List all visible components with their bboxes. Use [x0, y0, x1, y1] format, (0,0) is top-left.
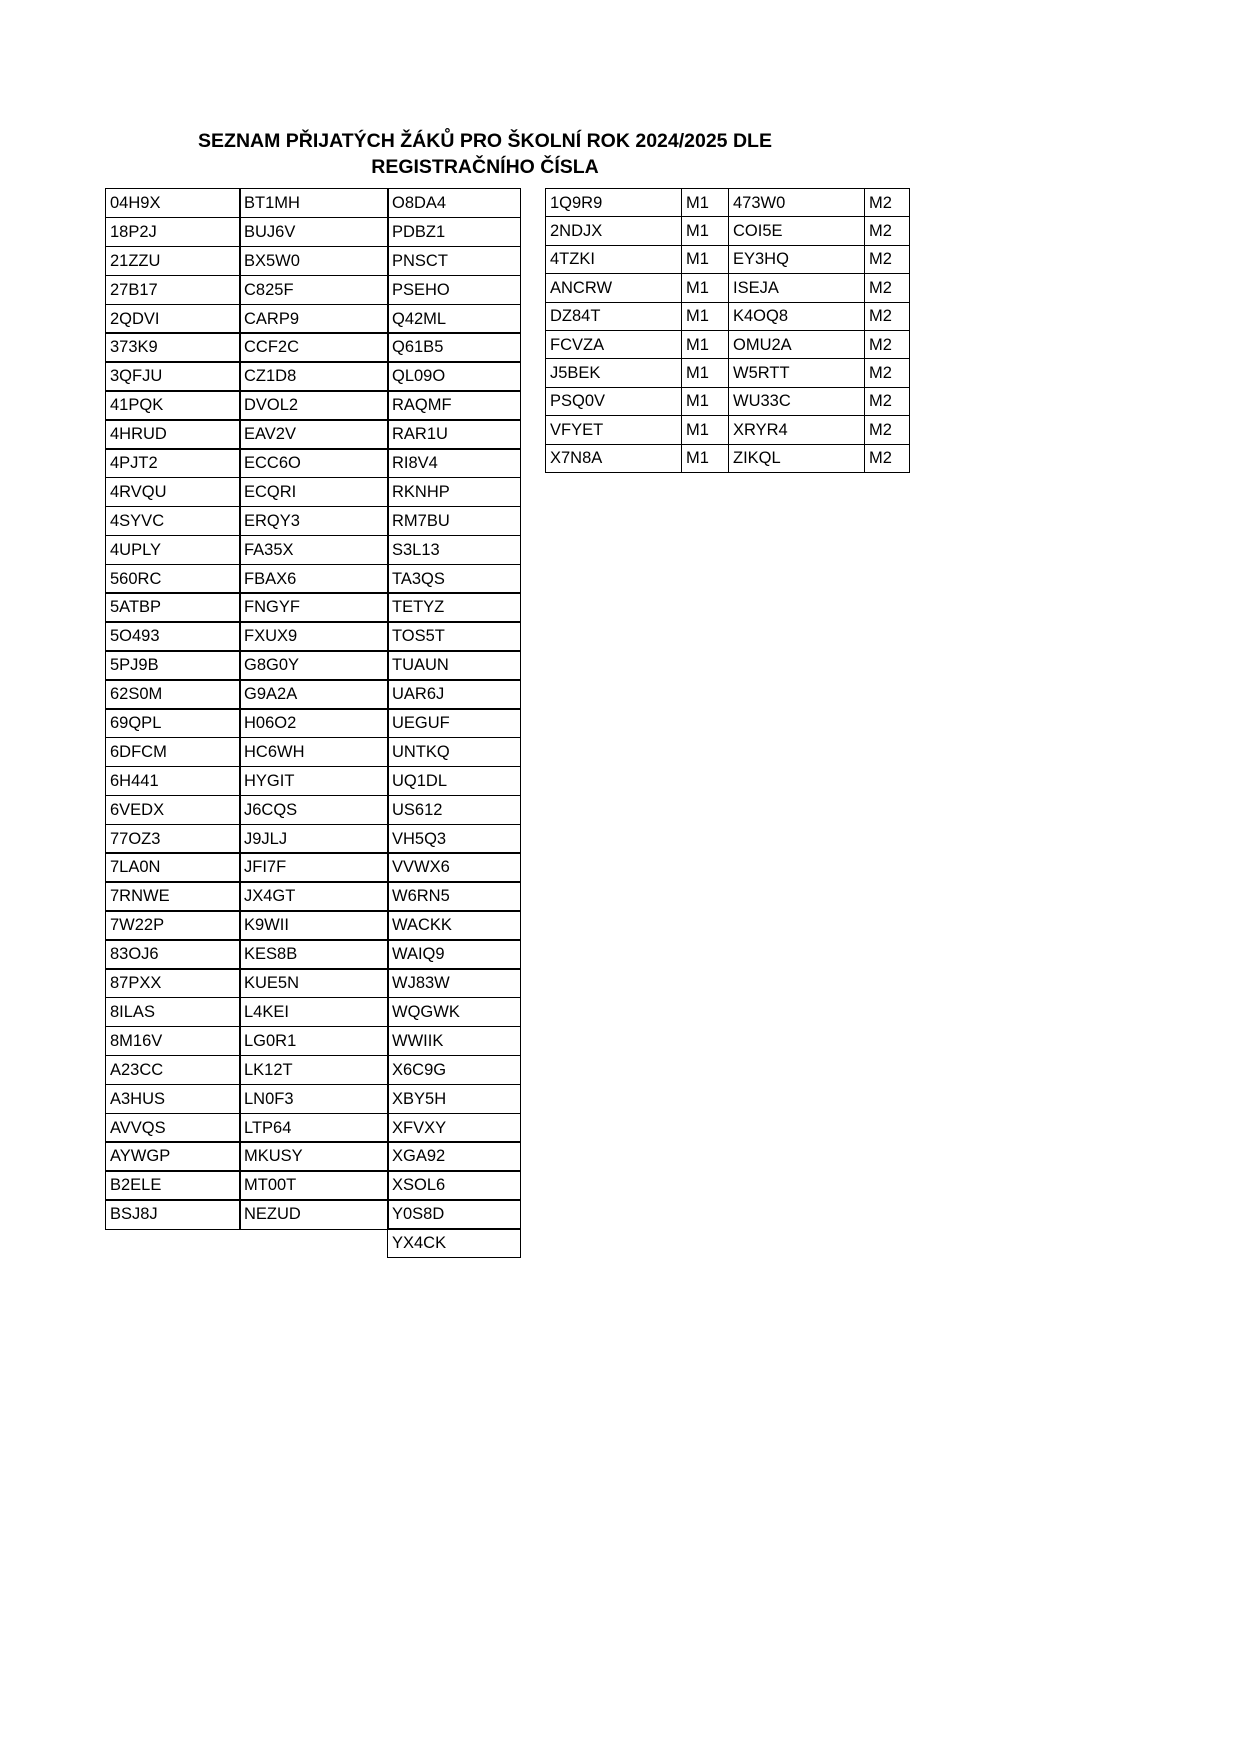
code-cell: 4TZKI — [546, 245, 682, 273]
code-cell: EAV2V — [239, 419, 389, 449]
code-cell: 4HRUD — [105, 419, 241, 449]
code-cell: 4SYVC — [105, 506, 241, 536]
code-cell: VVWX6 — [387, 852, 521, 882]
round-cell: M2 — [865, 217, 910, 245]
code-cell: 77OZ3 — [105, 824, 241, 854]
code-cell: 62S0M — [105, 679, 241, 709]
code-cell: EY3HQ — [729, 245, 865, 273]
code-cell: KUE5N — [239, 968, 389, 998]
code-cell: COI5E — [729, 217, 865, 245]
code-cell: 560RC — [105, 564, 241, 594]
code-cell: 2NDJX — [546, 217, 682, 245]
code-cell: RAQMF — [387, 390, 521, 420]
code-cell: LN0F3 — [239, 1084, 389, 1114]
code-cell: 6DFCM — [105, 737, 241, 767]
code-cell: HYGIT — [239, 766, 389, 796]
code-cell: NEZUD — [239, 1199, 389, 1229]
code-cell: FXUX9 — [239, 621, 389, 651]
code-cell: 5O493 — [105, 621, 241, 651]
round-cell: M1 — [682, 330, 729, 358]
code-cell: CZ1D8 — [239, 361, 389, 391]
code-cell: MT00T — [239, 1170, 389, 1200]
round-cell: M1 — [682, 217, 729, 245]
code-cell: J9JLJ — [239, 824, 389, 854]
code-cell: FBAX6 — [239, 564, 389, 594]
code-cell: Q61B5 — [387, 332, 521, 362]
code-cell: WQGWK — [387, 997, 521, 1027]
code-cell: 87PXX — [105, 968, 241, 998]
code-cell: AVVQS — [105, 1113, 241, 1143]
code-cell: PSQ0V — [546, 387, 682, 415]
code-cell: 7RNWE — [105, 881, 241, 911]
code-cell: TA3QS — [387, 564, 521, 594]
code-cell: VH5Q3 — [387, 824, 521, 854]
code-cell: 7LA0N — [105, 852, 241, 882]
code-cell: PSEHO — [387, 275, 521, 305]
code-cell: A3HUS — [105, 1084, 241, 1114]
code-cell: ANCRW — [546, 274, 682, 302]
code-cell: S3L13 — [387, 535, 521, 565]
code-cell: C825F — [239, 275, 389, 305]
table-row — [546, 416, 910, 444]
code-cell: LTP64 — [239, 1113, 389, 1143]
code-cell: J6CQS — [239, 795, 389, 825]
code-cell: UQ1DL — [387, 766, 521, 796]
code-cell: OMU2A — [729, 330, 865, 358]
code-cell: 6H441 — [105, 766, 241, 796]
code-cell: XFVXY — [387, 1113, 521, 1143]
code-cell: WAIQ9 — [387, 939, 521, 969]
code-cell: LK12T — [239, 1055, 389, 1085]
code-cell: CARP9 — [239, 304, 389, 334]
code-cell: ZIKQL — [729, 444, 865, 472]
code-cell: 27B17 — [105, 275, 241, 305]
code-cell: ECC6O — [239, 448, 389, 478]
code-cell: 6VEDX — [105, 795, 241, 825]
round-cell: M2 — [865, 302, 910, 330]
code-cell: PDBZ1 — [387, 217, 521, 247]
code-cell: BUJ6V — [239, 217, 389, 247]
code-cell: 4RVQU — [105, 477, 241, 507]
code-cell: XRYR4 — [729, 416, 865, 444]
code-cell: J5BEK — [546, 359, 682, 387]
code-cell: DZ84T — [546, 302, 682, 330]
code-cell: HC6WH — [239, 737, 389, 767]
title-line-2: REGISTRAČNÍHO ČÍSLA — [371, 156, 599, 178]
round-cell: M1 — [682, 359, 729, 387]
code-cell: BSJ8J — [105, 1199, 241, 1229]
code-cell: TOS5T — [387, 621, 521, 651]
table-row — [546, 274, 910, 302]
round-cell: M2 — [865, 330, 910, 358]
code-cell: 8M16V — [105, 1026, 241, 1056]
code-cell: QL09O — [387, 361, 521, 391]
code-cell: CCF2C — [239, 332, 389, 362]
code-cell: JX4GT — [239, 881, 389, 911]
code-cell: UNTKQ — [387, 737, 521, 767]
code-cell: WWIIK — [387, 1026, 521, 1056]
table-row — [546, 302, 910, 330]
code-cell: X6C9G — [387, 1055, 521, 1085]
table-row — [546, 330, 910, 358]
code-cell: 83OJ6 — [105, 939, 241, 969]
round-cell: M1 — [682, 189, 729, 217]
code-cell: 8ILAS — [105, 997, 241, 1027]
code-cell: FNGYF — [239, 592, 389, 622]
code-cell: H06O2 — [239, 708, 389, 738]
column-2 — [239, 188, 389, 1230]
code-cell: AYWGP — [105, 1141, 241, 1171]
round-cell: M2 — [865, 189, 910, 217]
code-cell: O8DA4 — [387, 188, 521, 218]
code-cell: PNSCT — [387, 246, 521, 276]
column-1 — [105, 188, 241, 1230]
code-cell: UAR6J — [387, 679, 521, 709]
code-cell: FA35X — [239, 535, 389, 565]
round-cell: M1 — [682, 302, 729, 330]
table-row — [546, 444, 910, 472]
code-cell: A23CC — [105, 1055, 241, 1085]
code-cell: G9A2A — [239, 679, 389, 709]
code-cell: ERQY3 — [239, 506, 389, 536]
code-cell: 5ATBP — [105, 592, 241, 622]
code-cell: 69QPL — [105, 708, 241, 738]
code-cell: 21ZZU — [105, 246, 241, 276]
round-cell: M1 — [682, 274, 729, 302]
round-cell: M1 — [682, 444, 729, 472]
code-cell: 4UPLY — [105, 535, 241, 565]
code-cell: L4KEI — [239, 997, 389, 1027]
code-cell: RM7BU — [387, 506, 521, 536]
code-cell: 3QFJU — [105, 361, 241, 391]
code-cell: X7N8A — [546, 444, 682, 472]
code-cell: XSOL6 — [387, 1170, 521, 1200]
column-3 — [387, 188, 521, 1258]
code-cell: 5PJ9B — [105, 650, 241, 680]
code-cell: BT1MH — [239, 188, 389, 218]
page-title — [120, 128, 850, 180]
code-cell: 41PQK — [105, 390, 241, 420]
code-cell: 4PJT2 — [105, 448, 241, 478]
code-cell: Y0S8D — [387, 1199, 521, 1229]
code-cell: DVOL2 — [239, 390, 389, 420]
code-cell: ISEJA — [729, 274, 865, 302]
code-cell: LG0R1 — [239, 1026, 389, 1056]
round-cell: M1 — [682, 245, 729, 273]
code-cell: Q42ML — [387, 304, 521, 334]
code-cell: RKNHP — [387, 477, 521, 507]
code-cell: 473W0 — [729, 189, 865, 217]
code-cell: WJ83W — [387, 968, 521, 998]
code-cell: BX5W0 — [239, 246, 389, 276]
code-cell: RAR1U — [387, 419, 521, 449]
round-cell: M1 — [682, 387, 729, 415]
code-cell: 373K9 — [105, 332, 241, 362]
code-cell: 2QDVI — [105, 304, 241, 334]
table-row — [546, 387, 910, 415]
code-cell: ECQRI — [239, 477, 389, 507]
code-cell: KES8B — [239, 939, 389, 969]
code-cell: XBY5H — [387, 1084, 521, 1114]
round-cell: M2 — [865, 444, 910, 472]
round-cell: M2 — [865, 416, 910, 444]
code-cell: K9WII — [239, 910, 389, 940]
table-row — [546, 217, 910, 245]
code-cell: K4OQ8 — [729, 302, 865, 330]
round-cell: M2 — [865, 245, 910, 273]
code-cell: XGA92 — [387, 1141, 521, 1171]
code-cell: FCVZA — [546, 330, 682, 358]
code-cell: 18P2J — [105, 217, 241, 247]
table-row — [546, 359, 910, 387]
round-cell: M2 — [865, 274, 910, 302]
code-cell: YX4CK — [387, 1228, 521, 1258]
code-cell: WACKK — [387, 910, 521, 940]
round-cell: M2 — [865, 387, 910, 415]
round-cell: M2 — [865, 359, 910, 387]
table-row — [546, 189, 910, 217]
code-cell: JFI7F — [239, 852, 389, 882]
code-cell: US612 — [387, 795, 521, 825]
code-cell: RI8V4 — [387, 448, 521, 478]
admission-round-table — [545, 188, 910, 473]
code-cell: 04H9X — [105, 188, 241, 218]
code-cell: W6RN5 — [387, 881, 521, 911]
code-cell: UEGUF — [387, 708, 521, 738]
table-row — [546, 245, 910, 273]
code-cell: TETYZ — [387, 592, 521, 622]
code-cell: 1Q9R9 — [546, 189, 682, 217]
code-cell: WU33C — [729, 387, 865, 415]
code-cell: MKUSY — [239, 1141, 389, 1171]
code-cell: VFYET — [546, 416, 682, 444]
code-cell: 7W22P — [105, 910, 241, 940]
code-cell: B2ELE — [105, 1170, 241, 1200]
title-line-1: SEZNAM PŘIJATÝCH ŽÁKŮ PRO ŠKOLNÍ ROK 2024/2025 DLE — [198, 130, 772, 152]
code-cell: G8G0Y — [239, 650, 389, 680]
code-cell: W5RTT — [729, 359, 865, 387]
code-cell: TUAUN — [387, 650, 521, 680]
round-cell: M1 — [682, 416, 729, 444]
